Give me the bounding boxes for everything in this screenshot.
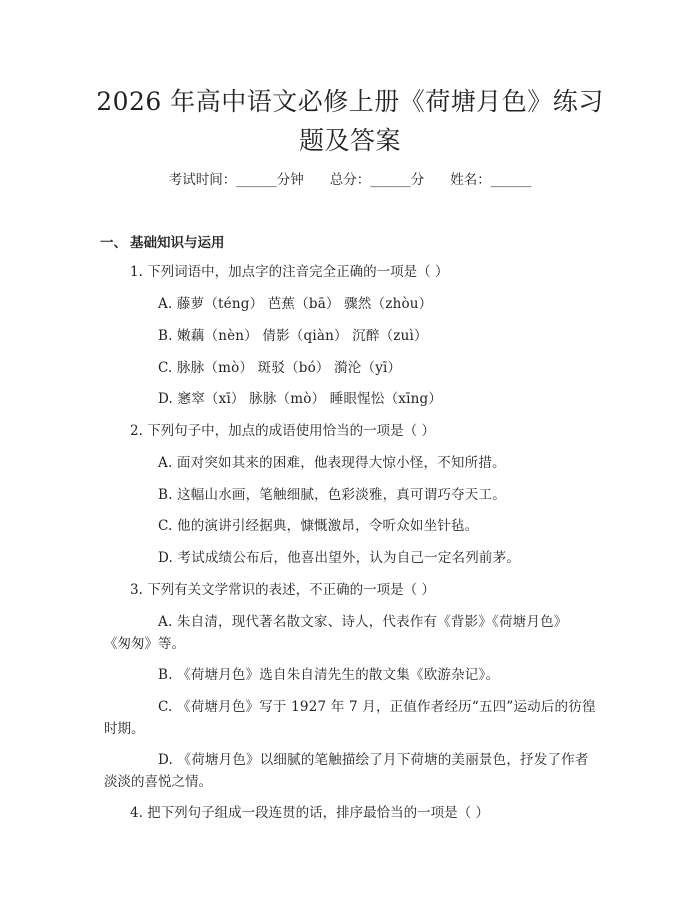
question-1-option-a: A. 藤萝（téng） 芭蕉（bā） 骤然（zhòu） <box>158 296 433 312</box>
question-1-stem: 1. 下列词语中，加点字的注音完全正确的一项是（ ） <box>130 264 449 280</box>
section-title: 基础知识与运用 <box>130 235 225 251</box>
question-3-stem: 3. 下列有关文学常识的表述，不正确的一项是（ ） <box>130 582 435 598</box>
question-3-option-d: D. 《荷塘月色》以细腻的笔触描绘了月下荷塘的美丽景色，抒发了作者 <box>158 752 589 768</box>
question-2-option-c: C. 他的演讲引经据典，慷慨激昂，令听众如坐针毡。 <box>158 518 479 534</box>
title-line-1: 2026 年高中语文必修上册《荷塘月色》练习 <box>96 87 604 116</box>
exam-time-field: 考试时间：______分钟 <box>168 172 304 188</box>
question-3-option-d-continued: 淡淡的喜悦之情。 <box>104 774 212 790</box>
question-3-option-a: A. 朱自清，现代著名散文家、诗人，代表作有《背影》《荷塘月色》 <box>158 614 568 630</box>
total-score-field: 总分：______分 <box>329 172 425 188</box>
question-3-option-b: B. 《荷塘月色》选自朱自清先生的散文集《欧游杂记》。 <box>158 667 500 683</box>
question-1-option-c: C. 脉脉（mò） 斑驳（bó） 漪沦（yī） <box>158 360 402 376</box>
exam-meta <box>0 168 700 188</box>
title-line-2: 题及答案 <box>298 126 401 155</box>
question-2-option-d: D. 考试成绩公布后，他喜出望外，认为自己一定名列前茅。 <box>158 550 521 566</box>
question-3-option-c-continued: 时期。 <box>104 721 145 737</box>
section-heading <box>100 231 225 251</box>
question-2-stem: 2. 下列句子中，加点的成语使用恰当的一项是（ ） <box>130 423 435 439</box>
question-2-option-a: A. 面对突如其来的困难，他表现得大惊小怪，不知所措。 <box>158 455 506 471</box>
question-4-stem: 4. 把下列句子组成一段连贯的话，排序最恰当的一项是（ ） <box>130 805 489 821</box>
section-number: 一、 <box>100 235 127 251</box>
question-2-option-b: B. 这幅山水画，笔触细腻，色彩淡雅，真可谓巧夺天工。 <box>158 487 506 503</box>
name-field: 姓名：______ <box>450 172 532 188</box>
question-3-option-a-continued: 《匆匆》等。 <box>104 636 185 652</box>
page-title <box>60 82 640 160</box>
question-3-option-c: C. 《荷塘月色》写于 1927 年 7 月，正值作者经历“五四”运动后的彷徨 <box>158 699 596 715</box>
question-1-option-d: D. 窸窣（xī） 脉脉（mò） 睡眼惺忪（xīng） <box>158 391 443 407</box>
question-1-option-b: B. 嫩藕（nèn） 倩影（qiàn） 沉醉（zuì） <box>158 328 428 344</box>
